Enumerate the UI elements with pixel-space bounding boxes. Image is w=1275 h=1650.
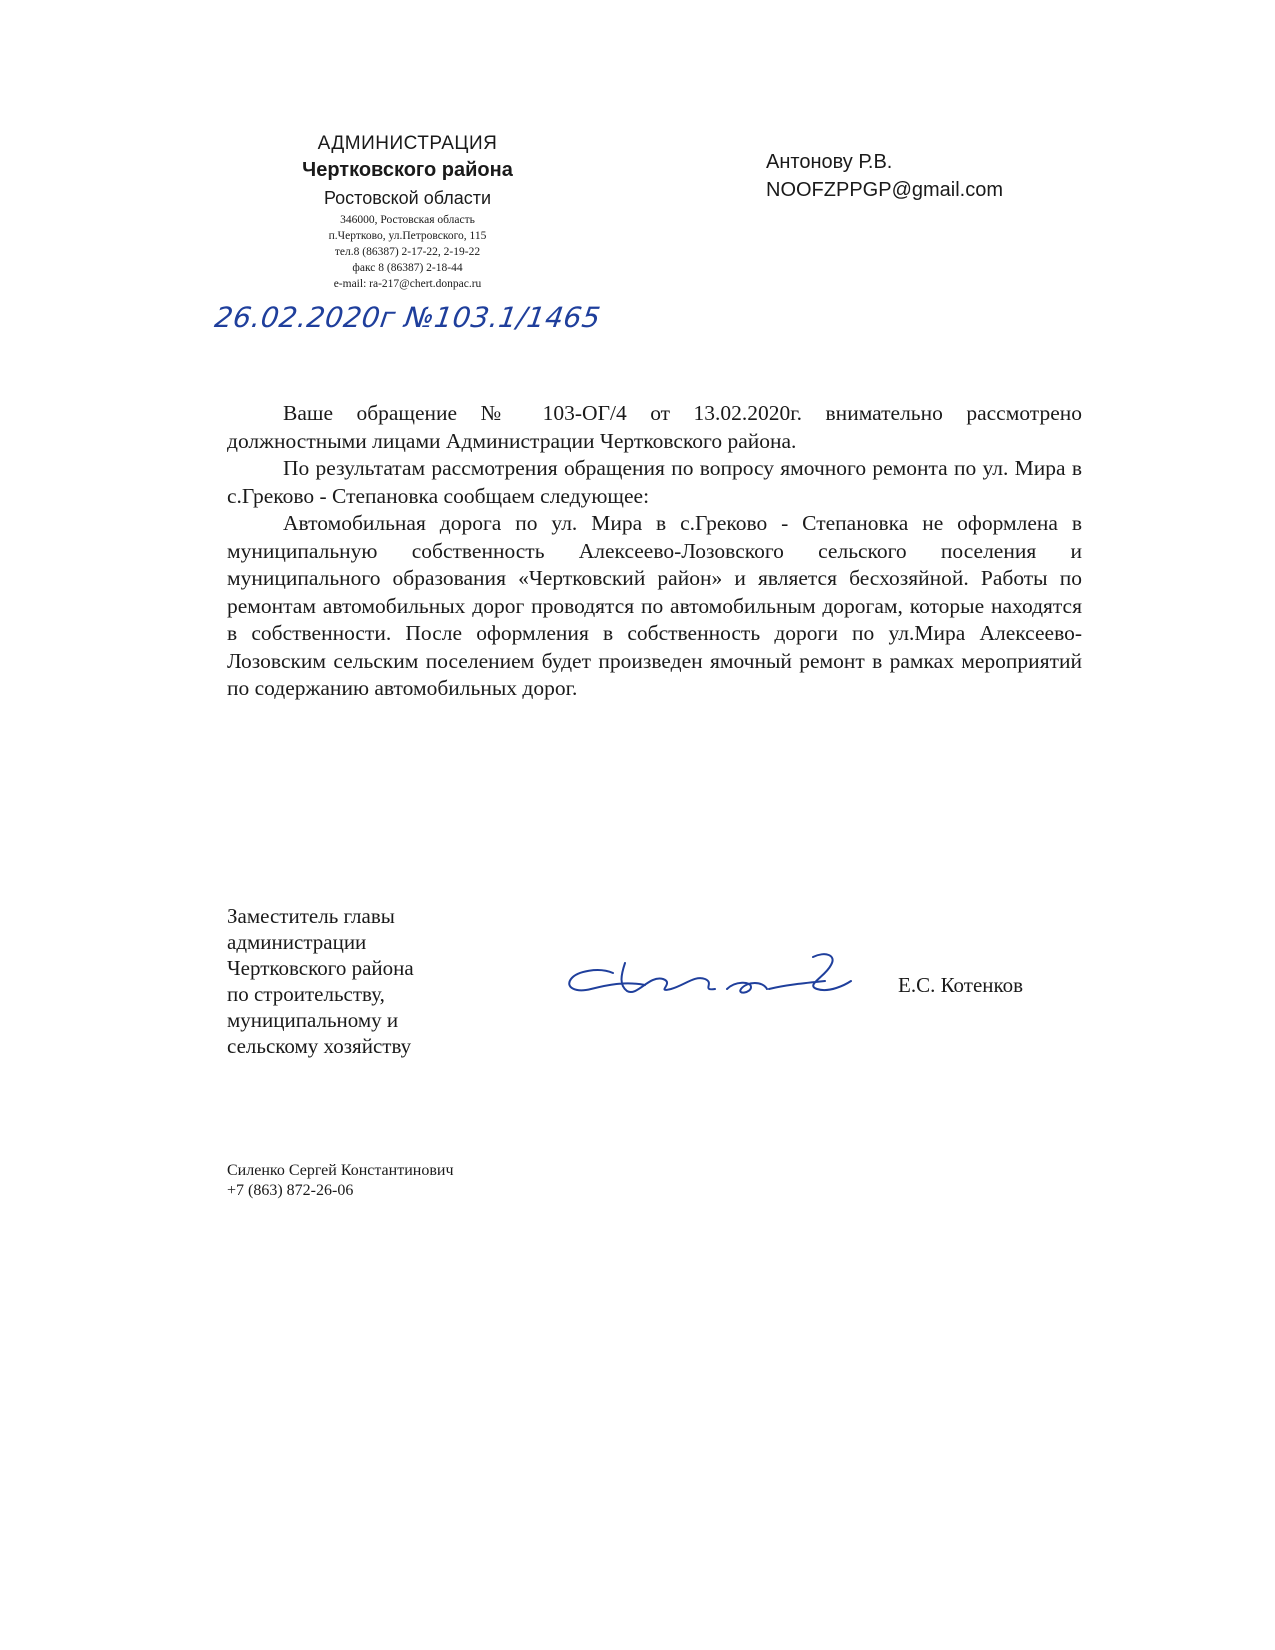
body-paragraph-3: Автомобильная дорога по ул. Мира в с.Греково - Степановка не оформлена в муниципальную собственность Алексеево-Лозовского сельского поселения и муниципального образования «Чертковский район» и является бесхозяйной. Работы по ремонтам автомобильных дорог проводятся по автомобильным дорогам, которые находятся в собственности. После оформления в собственность дороги по ул.Мира Алексеево-Лозовским сельским поселением будет произведен ямочный ремонт в рамках мероприятий по содержанию автомобильных дорог. — [227, 511, 1082, 700]
letterhead-email: e-mail: ra-217@chert.donpac.ru — [333, 278, 482, 290]
executor — [227, 1161, 454, 1201]
signatory-title-line: муниципальному и — [227, 1008, 399, 1032]
signatory-name: Е.С. Котенков — [898, 973, 1024, 997]
letterhead-address-line2: п.Чертково, ул.Петровского, 115 — [328, 230, 487, 242]
letter-body — [227, 400, 1082, 703]
addressee — [766, 148, 1003, 204]
letterhead-address-line1: 346000, Ростовская область — [340, 214, 475, 226]
signatory-title-line: Заместитель главы — [227, 904, 395, 928]
executor-name: Силенко Сергей Константинович — [227, 1162, 454, 1179]
letterhead-phone: тел.8 (86387) 2-17-22, 2-19-22 — [334, 246, 481, 258]
addressee-name: Антонову Р.В. — [766, 151, 893, 173]
letterhead — [265, 132, 550, 292]
handwritten-signature — [555, 945, 855, 1015]
body-paragraph-1: Ваше обращение № 103-ОГ/4 от 13.02.2020г. внимательно рассмотрено должностными лицами Администрации Чертковского района. — [227, 401, 1082, 453]
body-paragraph-2: По результатам рассмотрения обращения по вопросу ямочного ремонта по ул. Мира в с.Греково - Степановка сообщаем следующее: — [227, 456, 1082, 508]
letterhead-fax: факс 8 (86387) 2-18-44 — [352, 262, 463, 274]
letterhead-district: Чертковского района — [302, 159, 513, 181]
signatory-title-line: сельскому хозяйству — [227, 1034, 412, 1058]
letterhead-region: Ростовской области — [323, 188, 492, 208]
signatory-title — [227, 903, 477, 1059]
signatory-title-line: администрации — [227, 930, 367, 954]
signatory-title-line: Чертковского района — [227, 956, 414, 980]
letterhead-org: АДМИНИСТРАЦИЯ — [317, 133, 498, 154]
signatory-title-line: по строительству, — [227, 982, 385, 1006]
addressee-email: NOOFZPPGP@gmail.com — [766, 179, 1004, 201]
registration-number: 26.02.2020г №103.1/1465 — [212, 301, 603, 334]
executor-phone: +7 (863) 872-26-06 — [227, 1182, 354, 1199]
